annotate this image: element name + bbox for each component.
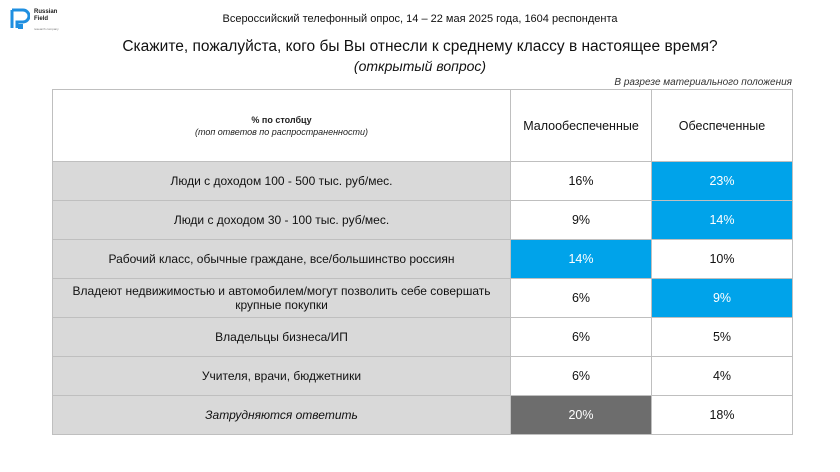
value-well-off: 4% (652, 357, 793, 396)
table-row (53, 396, 793, 435)
header-label-cell (53, 90, 511, 162)
value-well-off: 5% (652, 318, 793, 357)
row-label: Затрудняются ответить (53, 396, 511, 435)
value-low-income: 14% (511, 240, 652, 279)
survey-info: Всероссийский телефонный опрос, 14 – 22 мая 2025 года, 1604 респондента (222, 13, 618, 25)
question-note: (открытый вопрос) (353, 58, 487, 74)
value-well-off: 9% (652, 279, 793, 318)
table-body (53, 162, 793, 435)
value-low-income: 16% (511, 162, 652, 201)
value-well-off: 23% (652, 162, 793, 201)
logo-tagline: research company (34, 27, 59, 31)
row-label: Учителя, врачи, бюджетники (53, 357, 511, 396)
value-low-income: 6% (511, 279, 652, 318)
table-row (53, 357, 793, 396)
table-row (53, 240, 793, 279)
column-header-low-income: Малообеспеченные (511, 90, 652, 162)
value-low-income: 20% (511, 396, 652, 435)
value-low-income: 6% (511, 357, 652, 396)
results-table (52, 89, 793, 435)
value-low-income: 6% (511, 318, 652, 357)
table-header-row (53, 90, 793, 162)
row-label: Люди с доходом 100 - 500 тыс. руб/мес. (53, 162, 511, 201)
question-title: Скажите, пожалуйста, кого бы Вы отнесли к среднему классу в настоящее время? (122, 38, 718, 55)
logo-text-line1: Russian (34, 9, 58, 15)
value-low-income: 9% (511, 201, 652, 240)
table-row (53, 318, 793, 357)
value-well-off: 10% (652, 240, 793, 279)
row-label: Владельцы бизнеса/ИП (53, 318, 511, 357)
breakdown-note: В разрезе материального положения (614, 77, 792, 88)
table-row (53, 201, 793, 240)
row-label: Рабочий класс, обычные граждане, все/большинство россиян (53, 240, 511, 279)
header-label: % по столбцу (251, 114, 312, 125)
logo-text-line2: Field (34, 15, 49, 22)
header-sublabel: (топ ответов по распространенности) (194, 126, 369, 137)
table-row (53, 162, 793, 201)
value-well-off: 18% (652, 396, 793, 435)
row-label: Владеют недвижимостью и автомобилем/могут позволить себе совершать крупные покупки (53, 279, 511, 318)
column-header-well-off: Обеспеченные (652, 90, 793, 162)
value-well-off: 14% (652, 201, 793, 240)
table-row (53, 279, 793, 318)
row-label: Люди с доходом 30 - 100 тыс. руб/мес. (53, 201, 511, 240)
